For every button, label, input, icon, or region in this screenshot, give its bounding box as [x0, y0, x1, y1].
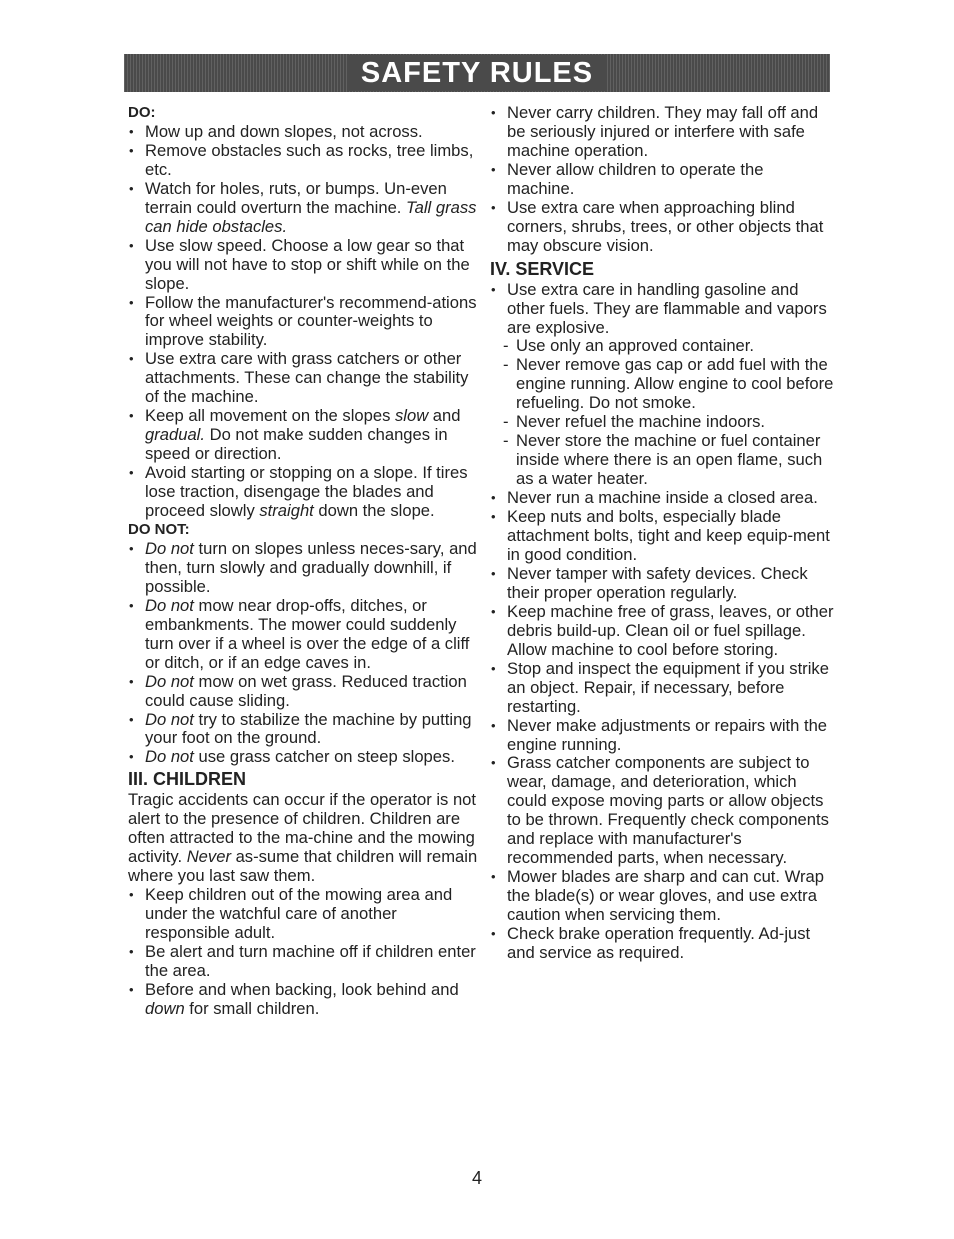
service-list-continued — [490, 489, 835, 963]
fuel-sub-list — [490, 337, 835, 489]
list-item: • Never carry children. They may fall off and be seriously injured or interfere with safe machine operation. — [490, 104, 835, 161]
list-item: • Never allow children to operate the machine. — [490, 161, 835, 199]
list-item: • Do not use grass catcher on steep slopes. — [128, 748, 478, 767]
list-item: • Use slow speed. Choose a low gear so that you will not have to stop or shift while on the slope. — [128, 237, 478, 294]
list-item: • Watch for holes, ruts, or bumps. Un-even terrain could overturn the machine. Tall grass can hide obstacles. — [128, 180, 478, 237]
list-item: • Grass catcher components are subject to wear, damage, and deterioration, which could expose moving parts or allow objects to be thrown. Frequently check components and replace with manufacturer's recommended parts, when necessary. — [490, 754, 835, 868]
list-item: • Keep children out of the mowing area and under the watchful care of another responsible adult. — [128, 886, 478, 943]
list-item: • Before and when backing, look behind and down for small children. — [128, 981, 478, 1019]
do-heading: DO: — [128, 104, 156, 121]
service-heading: IV. SERVICE — [490, 258, 595, 279]
list-item: • Use extra care in handling gasoline and other fuels. They are flammable and vapors are explosive. — [490, 281, 835, 338]
list-item: • Follow the manufacturer's recommend-ations for wheel weights or counter-weights to improve stability. — [128, 294, 478, 351]
list-item: • Keep nuts and bolts, especially blade attachment bolts, tight and keep equip-ment in good condition. — [490, 508, 835, 565]
do-not-list — [128, 540, 478, 767]
children-list-continued — [490, 104, 835, 256]
do-list — [128, 123, 478, 521]
list-item: • Mow up and down slopes, not across. — [128, 123, 478, 142]
safety-rules-banner — [124, 54, 830, 92]
list-item: • Use extra care with grass catchers or other attachments. These can change the stability of the machine. — [128, 350, 478, 407]
right-column — [490, 104, 835, 963]
list-item: • Avoid starting or stopping on a slope. If tires lose traction, disengage the blades and proceed slowly straight down the slope. — [128, 464, 478, 521]
sub-list-item: - Use only an approved container. — [490, 337, 835, 356]
service-list — [490, 281, 835, 338]
sub-list-item: - Never store the machine or fuel container inside where there is an open flame, such as a water heater. — [490, 432, 835, 489]
children-heading: III. CHILDREN — [128, 769, 247, 790]
list-item: • Do not mow near drop-offs, ditches, or embankments. The mower could suddenly turn over if a wheel is over the edge of a cliff or ditch, or if an edge caves in. — [128, 597, 478, 673]
sub-list-item: - Never refuel the machine indoors. — [490, 413, 835, 432]
list-item: • Do not mow on wet grass. Reduced traction could cause sliding. — [128, 673, 478, 711]
list-item: • Be alert and turn machine off if children enter the area. — [128, 943, 478, 981]
list-item: • Use extra care when approaching blind corners, shrubs, trees, or other objects that may obscure vision. — [490, 199, 835, 256]
list-item: • Do not try to stabilize the machine by putting your foot on the ground. — [128, 711, 478, 749]
page-number: 4 — [471, 1168, 482, 1188]
children-intro: Tragic accidents can occur if the operator is not alert to the presence of children. Children are often attracted to the ma-chine and the mowing activity. Never as-sume that children will remain where you last saw them. — [128, 790, 478, 886]
children-list — [128, 886, 478, 1019]
banner-title: SAFETY RULES — [349, 55, 605, 91]
do-not-heading: DO NOT: — [128, 520, 190, 538]
list-item: • Stop and inspect the equipment if you strike an object. Repair, if necessary, before restarting. — [490, 660, 835, 717]
list-item: • Check brake operation frequently. Ad-just and service as required. — [490, 925, 835, 963]
sub-list-item: - Never remove gas cap or add fuel with the engine running. Allow engine to cool before refueling. Do not smoke. — [490, 356, 835, 413]
list-item: • Do not turn on slopes unless neces-sary, and then, turn slowly and gradually downhill, if possible. — [128, 540, 478, 597]
list-item: • Never run a machine inside a closed area. — [490, 489, 835, 508]
list-item: • Never tamper with safety devices. Check their proper operation regularly. — [490, 565, 835, 603]
list-item: • Never make adjustments or repairs with the engine running. — [490, 717, 835, 755]
left-column — [128, 104, 478, 1019]
list-item: • Mower blades are sharp and can cut. Wrap the blade(s) or wear gloves, and use extra caution when servicing them. — [490, 868, 835, 925]
list-item: • Keep machine free of grass, leaves, or other debris build-up. Clean oil or fuel spillage. Allow machine to cool before storing. — [490, 603, 835, 660]
list-item: • Remove obstacles such as rocks, tree limbs, etc. — [128, 142, 478, 180]
list-item: • Keep all movement on the slopes slow and gradual. Do not make sudden changes in speed or direction. — [128, 407, 478, 464]
